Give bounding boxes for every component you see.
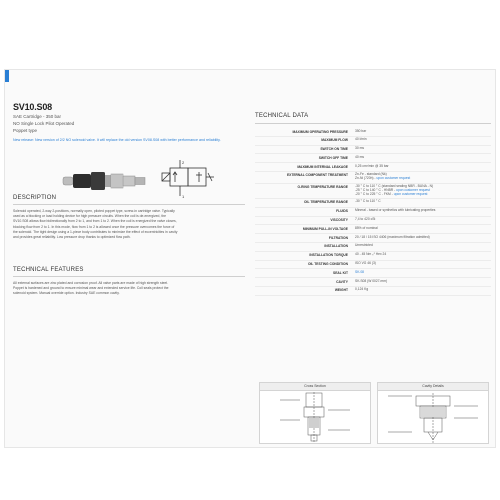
row-value-line: 85% of nominal bbox=[355, 225, 378, 230]
technical-data-table bbox=[255, 128, 491, 296]
row-key: MINIMUM PULL-IN VOLTAGE bbox=[302, 226, 348, 231]
row-value-line: Zn-Fe - standard (Nk) bbox=[355, 172, 387, 177]
row-key: INSTALLATION bbox=[324, 244, 348, 249]
row-value-line: Unrestricted bbox=[355, 243, 373, 248]
row-key: FLUIDS bbox=[336, 209, 348, 214]
row-value bbox=[355, 236, 430, 240]
svg-text:1: 1 bbox=[182, 194, 185, 199]
features-line: All external surfaces are zinc plated and corrosion proof. All valve parts are made of high strength steel. bbox=[13, 281, 169, 285]
row-key: OIL TESTING CONDITION bbox=[307, 262, 348, 267]
description-line: blocking flow from 2 to 1. In this mode, flow from 1 to 2 is allowed once the pressure overcomes the force of bbox=[13, 224, 175, 229]
table-row bbox=[255, 287, 491, 296]
row-value bbox=[355, 218, 375, 222]
product-subtitle-1: SAE Cartridge - 350 bar bbox=[13, 114, 62, 119]
customer-request-link[interactable]: upon customer request bbox=[376, 176, 411, 181]
table-row bbox=[255, 269, 491, 278]
row-key: WEIGHT bbox=[334, 288, 348, 293]
row-value-line: ISO VG 46 (3) bbox=[355, 261, 376, 266]
cavity-sketch bbox=[378, 390, 488, 444]
row-value-line: 0,124 Kg bbox=[355, 287, 369, 292]
row-value bbox=[355, 130, 366, 134]
row-value-line: 30 ms bbox=[355, 146, 364, 151]
row-value-line: 20 / 18 / 15 ISO 4406 (maximum filtration admitted) bbox=[355, 234, 430, 239]
row-value-line: SK.S08 (W 0027.mm) bbox=[355, 278, 388, 283]
row-value bbox=[355, 200, 381, 204]
product-subtitle-3: Poppet type bbox=[13, 128, 38, 133]
row-value-line: 40 l/min bbox=[355, 137, 367, 142]
description-line: used as a blocking or load holding device for high pressure circuits. When the coil is de-energized, the bbox=[13, 214, 167, 219]
row-value bbox=[355, 244, 373, 248]
accent-bar bbox=[5, 70, 9, 82]
row-key: O-RING TEMPERATURE RANGE bbox=[297, 185, 348, 190]
row-value bbox=[355, 253, 386, 257]
row-key: SWITCH OFF TIME bbox=[318, 155, 348, 160]
hydraulic-symbol bbox=[160, 158, 220, 200]
technical-features-text bbox=[13, 281, 243, 297]
technical-data-heading: TECHNICAL DATA bbox=[255, 113, 309, 119]
row-key: MAXIMUM INTERNAL LEAKAGE bbox=[297, 164, 348, 169]
row-value bbox=[355, 147, 364, 151]
description-divider bbox=[13, 204, 245, 205]
row-value bbox=[355, 271, 364, 275]
row-value-line: 350 bar bbox=[355, 128, 367, 133]
description-line: and provides great reliability. Low pressure drop thanks to optimized flow path. bbox=[13, 235, 131, 240]
row-value-line: -30 ° C to 110 ° C (standard sealing NBR - BUNA - N) bbox=[355, 184, 434, 189]
row-value bbox=[355, 280, 387, 284]
row-key: EXTERNAL COMPONENT TREATMENT bbox=[286, 173, 348, 178]
row-value-line bbox=[355, 193, 433, 197]
description-line: the solenoid. The tight design using a 1-piece body contributes to minimize the effect of eccentricities in cavity bbox=[13, 229, 178, 234]
table-row bbox=[255, 252, 491, 261]
cross-section-label: Cross Section bbox=[260, 383, 370, 391]
row-value-line: -30 ° C to 110 ° C bbox=[355, 199, 381, 204]
technical-data-divider bbox=[255, 123, 491, 124]
row-key: VISCOSITY bbox=[330, 218, 348, 223]
features-line: solenoid system. Manual override option. Industry SAE common cavity. bbox=[13, 291, 120, 296]
release-notice[interactable]: New release: New version of 2/2 NO solenoid valve. It will replace the old version SV08.S08 with better performance and reliability. bbox=[13, 138, 221, 142]
row-value bbox=[355, 165, 389, 169]
row-value bbox=[355, 262, 376, 266]
datasheet-page bbox=[4, 69, 496, 448]
description-text bbox=[13, 209, 243, 240]
description-heading: DESCRIPTION bbox=[13, 195, 57, 201]
row-value bbox=[355, 227, 378, 231]
row-value-line: 40 - 45 Nm ⤢ Hex 24 bbox=[355, 252, 387, 257]
table-row bbox=[255, 128, 491, 137]
cross-section-sketch bbox=[260, 390, 370, 444]
row-key: MAXIMUM OPERATING PRESSURE bbox=[292, 129, 348, 134]
row-value-line: 7,4 to 420 cSt bbox=[355, 217, 376, 222]
product-subtitle-2: NO Single Lock Pilot Operated bbox=[13, 121, 75, 126]
row-key: SWITCH ON TIME bbox=[320, 147, 348, 152]
row-value-text: -20 ° C to 225 ° C - FKM - bbox=[355, 191, 394, 196]
customer-request-link[interactable]: upon customer request bbox=[393, 191, 428, 196]
row-value bbox=[355, 173, 410, 180]
row-value-line: 40 ms bbox=[355, 154, 364, 159]
cavity-details-drawing bbox=[377, 382, 489, 444]
table-row bbox=[255, 217, 491, 226]
row-value-text: Zn-Ni (720h) - bbox=[355, 176, 377, 181]
customer-request-link[interactable]: upon customer request bbox=[396, 188, 430, 193]
row-value bbox=[355, 209, 435, 213]
features-divider bbox=[13, 276, 245, 277]
row-value bbox=[355, 288, 368, 292]
row-value bbox=[355, 138, 367, 142]
row-value-line bbox=[355, 177, 410, 181]
table-row bbox=[255, 243, 491, 252]
table-row bbox=[255, 199, 491, 208]
table-row bbox=[255, 184, 491, 199]
table-row bbox=[255, 163, 491, 172]
row-key: INSTALLATION TORQUE bbox=[309, 253, 348, 258]
row-value-line: 0,25 cm³/min @ 35 bar bbox=[355, 163, 389, 168]
table-row bbox=[255, 278, 491, 287]
description-line: SV10.S08 allows flow bidirectionally from 2 to 1, and from 1 to 2. When the coil is energized the valve closes, bbox=[13, 219, 177, 224]
svg-text:2: 2 bbox=[182, 160, 185, 165]
table-row bbox=[255, 208, 491, 217]
table-row bbox=[255, 137, 491, 146]
description-line: Solenoid operated, 2-way 2-positions, normally open, piloted poppet type, screw-in cartridge valve. Typically bbox=[13, 209, 175, 213]
table-row bbox=[255, 261, 491, 270]
row-key: OIL TEMPERATURE RANGE bbox=[303, 200, 348, 205]
row-key: MAXIMUM FLOW bbox=[321, 138, 348, 143]
cross-section-drawing bbox=[259, 382, 371, 444]
seal-kit-link[interactable]: SK.08 bbox=[355, 269, 364, 274]
product-title: SV10.S08 bbox=[13, 102, 52, 112]
row-value-line: Mineral - based or synthetics with lubricating properties bbox=[355, 208, 436, 213]
row-key: CAVITY bbox=[336, 279, 348, 284]
table-row bbox=[255, 146, 491, 155]
cartridge-valve-image bbox=[61, 163, 151, 198]
table-row bbox=[255, 225, 491, 234]
table-row bbox=[255, 172, 491, 184]
row-value bbox=[355, 185, 433, 196]
row-key: FILTRATION bbox=[328, 235, 348, 240]
technical-features-heading: TECHNICAL FEATURES bbox=[13, 267, 84, 273]
table-row bbox=[255, 234, 491, 243]
features-line: Poppet is hardened and ground to ensure minimal wear and extended service life. Coil seals protect the bbox=[13, 286, 169, 291]
row-value bbox=[355, 156, 364, 160]
row-key: SEAL KIT bbox=[333, 270, 348, 275]
table-row bbox=[255, 154, 491, 163]
row-value-text: -25 ° C to 140 ° C - HNBR - bbox=[355, 188, 397, 193]
cavity-details-label: Cavity Details bbox=[378, 383, 488, 391]
